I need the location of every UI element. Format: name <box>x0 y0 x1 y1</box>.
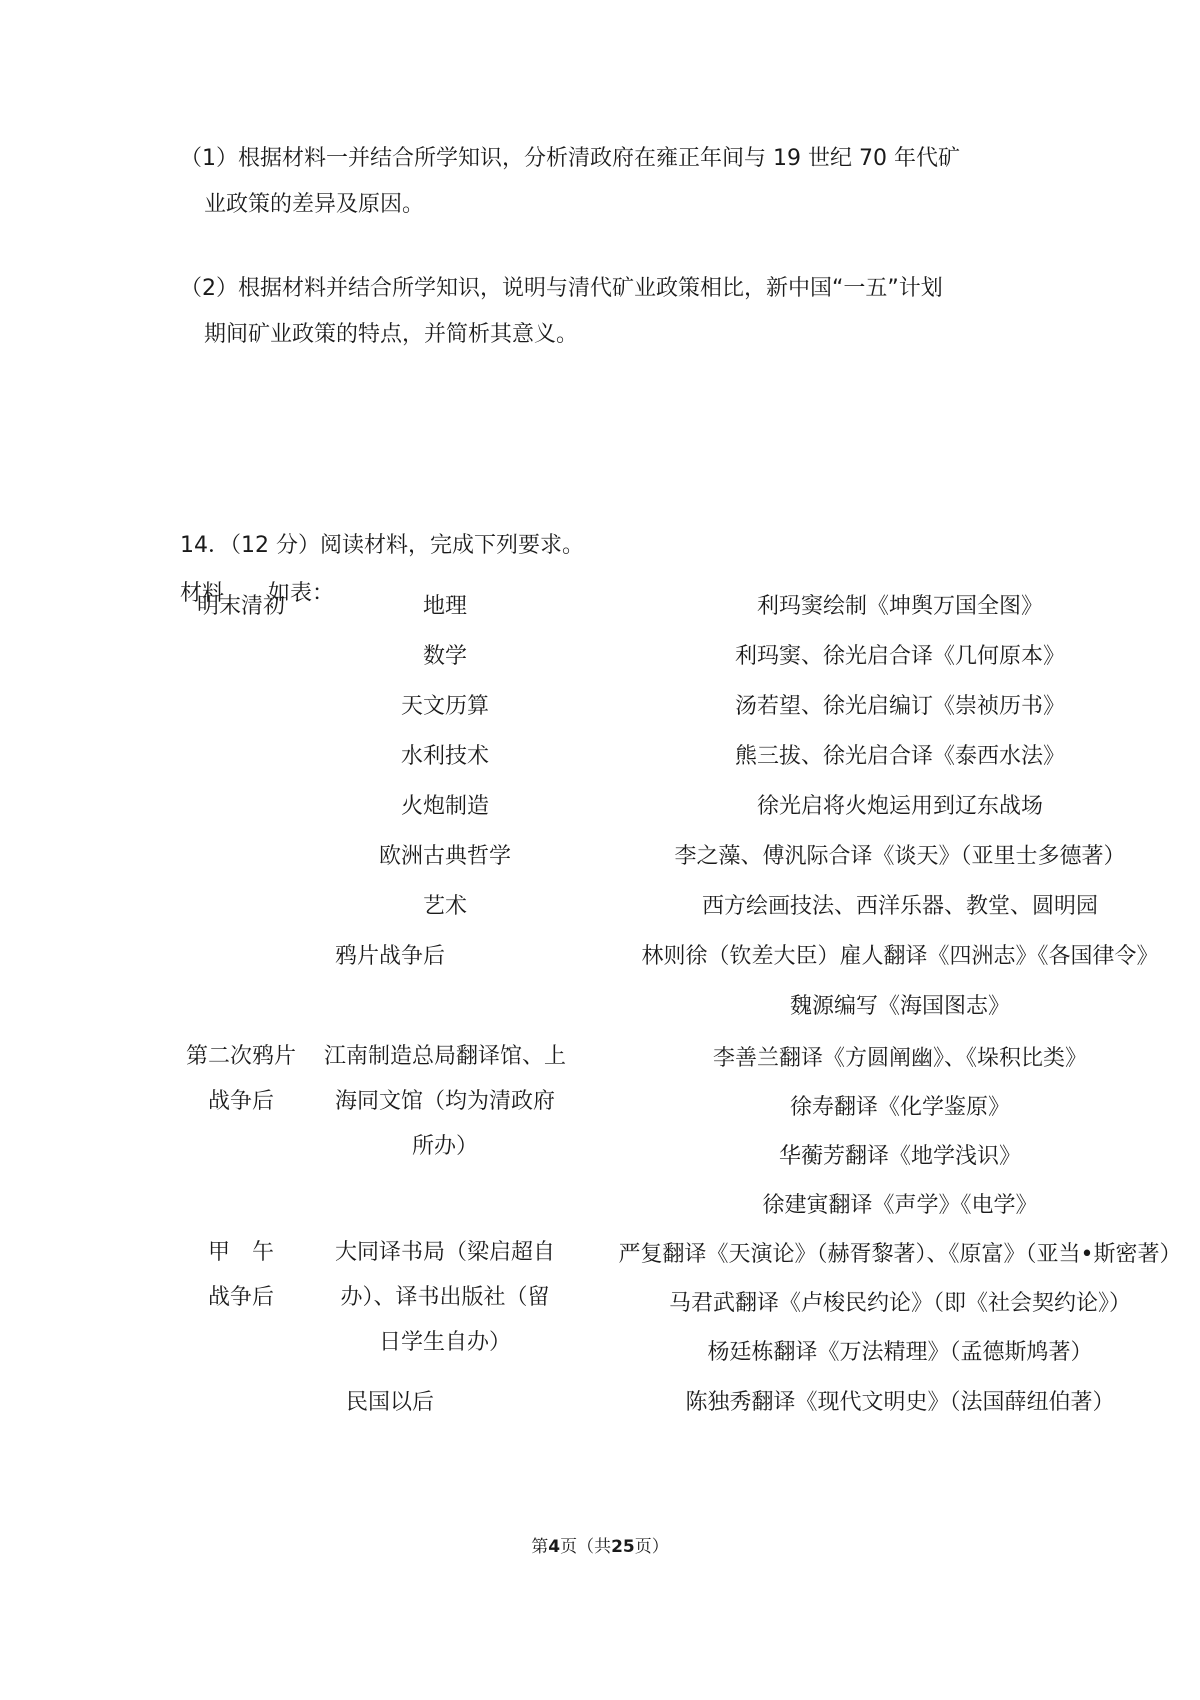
table-cell-institution-line: 办）、译书出版社（留 <box>340 1285 550 1310</box>
table-cell-work: 陈独秀翻译《现代文明史》（法国薛纽伯著） <box>685 1390 1115 1415</box>
table-cell-field: 水利技术 <box>400 744 489 769</box>
material-label: 材料 <box>180 581 225 606</box>
table-cell-institution-line: 江南制造总局翻译馆、上 <box>323 1044 566 1069</box>
table-cell-work: 林则徐（钦差大臣）雇人翻译《四洲志》《各国律令》 <box>641 944 1159 969</box>
table-cell-work-line: 徐建寅翻译《声学》《电学》 <box>762 1193 1038 1218</box>
table-cell-institution-line: 日学生自办） <box>378 1330 511 1355</box>
question-2 <box>180 266 943 358</box>
table-cell-work-line: 马君武翻译《卢梭民约论》（即《社会契约论》） <box>668 1291 1131 1316</box>
question-1-line-1: （1）根据材料一并结合所学知识，分析清政府在雍正年间与 19 世纪 70 年代矿 <box>180 146 960 171</box>
table-cell-institution-line: 所办） <box>411 1134 478 1159</box>
table-cell-work: 利玛窦绘制《坤舆万国全图》 <box>756 594 1043 619</box>
table-cell-work-line: 华蘅芳翻译《地学浅识》 <box>778 1144 1021 1169</box>
table-cell-field: 火炮制造 <box>400 794 489 819</box>
table-cell-work: 汤若望、徐光启编订《崇祯历书》 <box>734 694 1065 719</box>
table-cell-field: 欧洲古典哲学 <box>378 844 511 869</box>
table-cell-work: 西方绘画技法、西洋乐器、教堂、圆明园 <box>701 894 1098 919</box>
footer-total-pages: 25 <box>611 1537 635 1557</box>
table-cell-period: 民国以后 <box>345 1390 434 1415</box>
question-2-line-2: 期间矿业政策的特点，并简析其意义。 <box>204 322 579 347</box>
footer-suffix: 页） <box>634 1537 669 1557</box>
table-cell-work <box>600 1034 1200 1230</box>
table-cell-field: 天文历算 <box>400 694 489 719</box>
question-14-title: 14．（12 分）阅读材料，完成下列要求。 <box>180 533 584 558</box>
table-cell-work: 李之藻、傅汎际合译《谈天》（亚里士多德著） <box>674 844 1126 869</box>
table-cell-work-line: 李善兰翻译《方圆阐幽》、《垛积比类》 <box>712 1046 1087 1071</box>
footer-prefix: 第 <box>531 1537 549 1557</box>
material-text: 如表： <box>268 581 335 606</box>
table-cell-work: 魏源编写《海国图志》 <box>789 994 1010 1019</box>
table-cell-period: 明末清初 <box>196 594 285 619</box>
table-cell-institution <box>300 1034 590 1169</box>
page-footer <box>0 1532 1200 1557</box>
table-cell-work-line: 严复翻译《天演论》（赫胥黎著）、《原富》（亚当•斯密著） <box>618 1242 1182 1267</box>
table-cell-institution-line: 海同文馆（均为清政府 <box>334 1089 555 1114</box>
footer-middle: 页（共 <box>560 1537 612 1557</box>
question-1 <box>180 136 960 228</box>
table-cell-work <box>600 1230 1200 1377</box>
table-cell-work: 徐光启将火炮运用到辽东战场 <box>756 794 1043 819</box>
question-1-line-2: 业政策的差异及原因。 <box>204 192 425 217</box>
footer-page-number: 4 <box>548 1537 561 1557</box>
table-cell-institution <box>300 1230 590 1365</box>
table-cell-work-line: 杨廷栋翻译《万法精理》（孟德斯鸠著） <box>707 1340 1093 1365</box>
table-cell-period <box>178 1230 304 1320</box>
table-cell-period: 鸦片战争后 <box>334 944 445 969</box>
table-cell-period <box>178 1034 304 1124</box>
table-cell-field: 艺术 <box>422 894 467 919</box>
table-cell-field: 数学 <box>422 644 467 669</box>
table-cell-work-line: 徐寿翻译《化学鉴原》 <box>789 1095 1010 1120</box>
table-cell-work: 熊三拔、徐光启合译《泰西水法》 <box>734 744 1065 769</box>
table-cell-period-line: 战争后 <box>207 1089 274 1114</box>
table-cell-period-line: 第二次鸦片 <box>185 1044 296 1069</box>
question-2-line-1: （2）根据材料并结合所学知识，说明与清代矿业政策相比，新中国“一五”计划 <box>180 276 943 301</box>
table-cell-institution-line: 大同译书局（梁启超自 <box>334 1240 555 1265</box>
table-cell-field: 地理 <box>422 594 467 619</box>
table-cell-period-line: 甲 午 <box>207 1240 274 1265</box>
table-cell-work: 利玛窦、徐光启合译《几何原本》 <box>734 644 1065 669</box>
table-cell-period-line: 战争后 <box>207 1285 274 1310</box>
